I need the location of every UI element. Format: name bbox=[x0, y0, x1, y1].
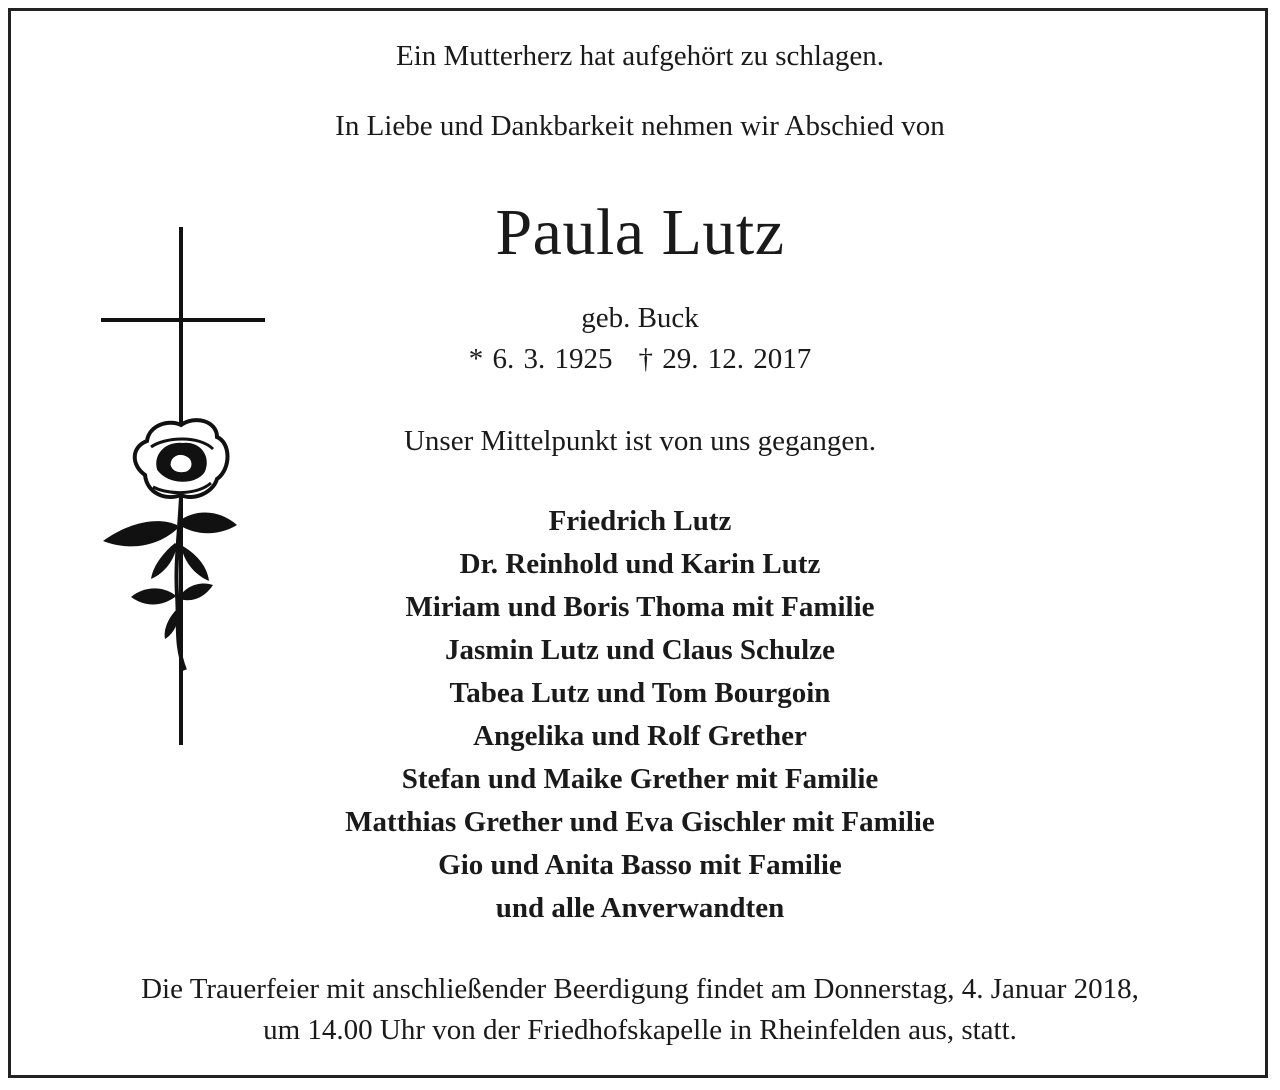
mourner: Miriam und Boris Thoma mit Familie bbox=[405, 591, 875, 623]
death-date: † 29. 12. 2017 bbox=[638, 343, 812, 375]
mourner: Friedrich Lutz bbox=[548, 505, 732, 537]
motto: Unser Mittelpunkt ist von uns gegangen. bbox=[403, 425, 876, 457]
intro-line-1: Ein Mutterherz hat aufgehört zu schlagen. bbox=[396, 40, 884, 72]
intro-line-2: In Liebe und Dankbarkeit nehmen wir Abschied von bbox=[335, 110, 945, 142]
mourner: Jasmin Lutz und Claus Schulze bbox=[445, 634, 835, 666]
deceased-name: Paula Lutz bbox=[495, 196, 785, 269]
mourner: Matthias Grether und Eva Gischler mit Familie bbox=[345, 806, 935, 838]
service-info-line-2: um 14.00 Uhr von der Friedhofskapelle in Rheinfelden aus, statt. bbox=[263, 1014, 1017, 1046]
birth-date: * 6. 3. 1925 bbox=[468, 343, 613, 375]
cross-with-rose-icon bbox=[95, 225, 275, 750]
maiden-name: geb. Buck bbox=[581, 302, 699, 334]
service-info-line-1: Die Trauerfeier mit anschließender Beerdigung findet am Donnerstag, 4. Januar 2018, bbox=[141, 973, 1139, 1005]
mourner: Dr. Reinhold und Karin Lutz bbox=[459, 548, 821, 580]
mourner: und alle Anverwandten bbox=[495, 892, 785, 924]
mourner: Gio und Anita Basso mit Familie bbox=[438, 849, 842, 881]
mourner: Stefan und Maike Grether mit Familie bbox=[401, 763, 879, 795]
mourner: Tabea Lutz und Tom Bourgoin bbox=[449, 677, 831, 709]
mourner: Angelika und Rolf Grether bbox=[473, 720, 807, 752]
